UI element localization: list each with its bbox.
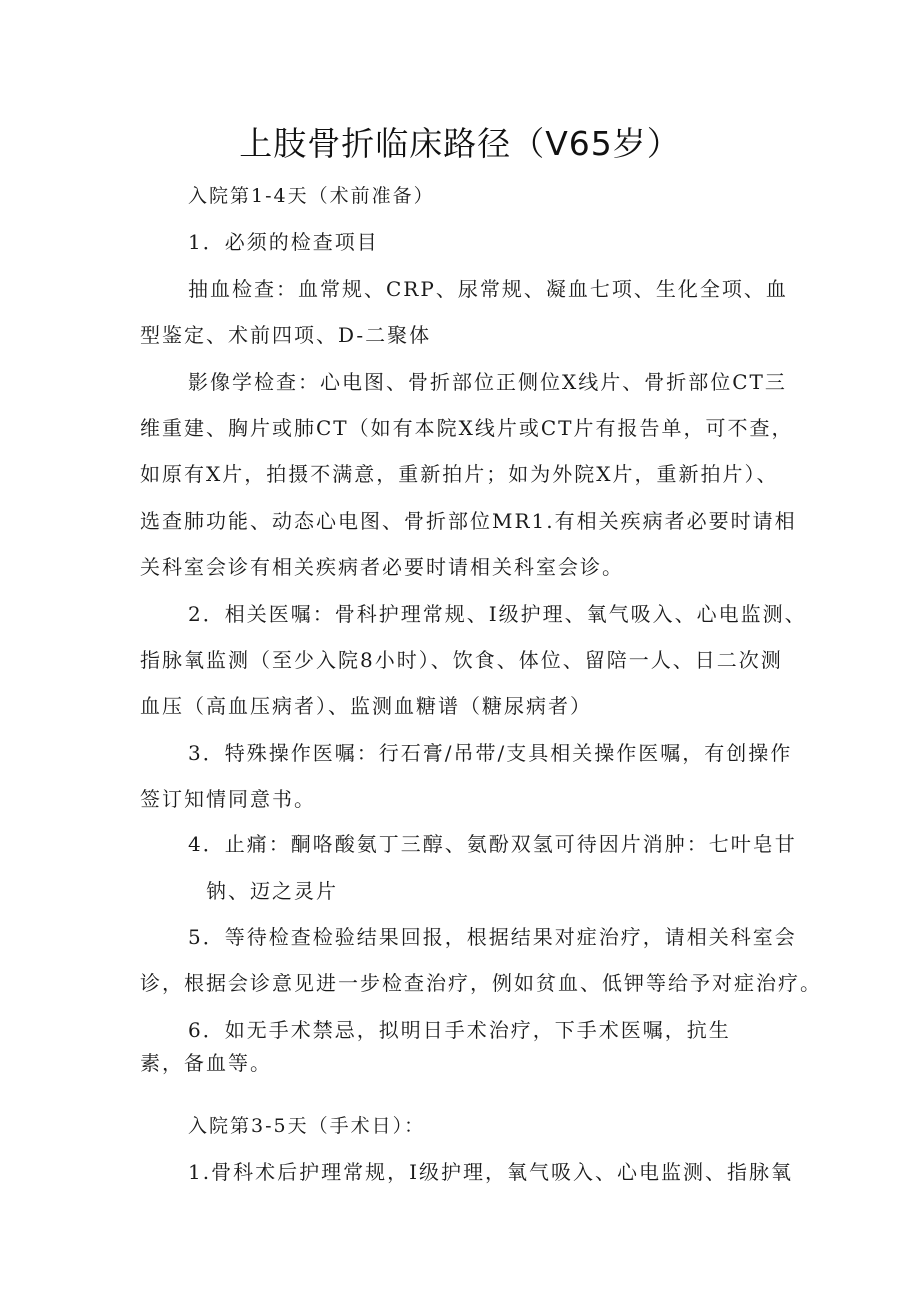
imaging-line-1: 影像学检查：心电图、骨折部位正侧位X线片、骨折部位CT三 [188,370,787,394]
section-heading-preop: 入院第1-4天（术前准备） [188,185,435,207]
item-2-line-1: 2．相关医嘱：骨科护理常规、I级护理、氧气吸入、心电监测、 [188,602,807,626]
item-5-line-2: 诊，根据会诊意见进一步检查治疗，例如贫血、低钾等给予对症治疗。 [140,971,822,995]
imaging-line-2: 维重建、胸片或肺CT（如有本院X线片或CT片有报告单，可不查， [140,416,794,440]
item-2-line-3: 血压（高血压病者）、监测血糖谱（糖尿病者） [140,694,592,718]
item-6-line-2: 素，备血等。 [140,1051,272,1075]
item-3-line-1: 3．特殊操作医嘱：行石膏/吊带/支具相关操作医嘱，有创操作 [188,741,793,765]
imaging-line-3: 如原有X片，拍摄不满意，重新拍片；如为外院X片，重新拍片）、 [140,462,779,486]
imaging-line-5: 关科室会诊有相关疾病者必要时请相关科室会诊。 [140,555,624,579]
item-6-line-1: 6．如无手术禁忌，拟明日手术治疗，下手术医嘱，抗生 [188,1018,731,1042]
item-3-line-2: 签订知情同意书。 [140,787,316,811]
section-heading-surgery-day: 入院第3-5天（手术日）： [188,1115,426,1137]
item-1-heading: 1．必须的检查项目 [188,230,379,254]
imaging-line-4: 选查肺功能、动态心电图、骨折部位MR1.有相关疾病者必要时请相 [140,509,797,533]
item-5-line-1: 5．等待检查检验结果回报，根据结果对症治疗，请相关科室会 [188,925,797,949]
item-4-line-2: 钠、迈之灵片 [206,879,338,903]
item-2-line-2: 指脉氧监测（至少入院8小时）、饮食、体位、留陪一人、日二次测 [140,648,783,672]
document-title: 上肢骨折临床路径（V65岁） [239,124,681,163]
item-4-line-1: 4．止痛：酮咯酸氨丁三醇、氨酚双氢可待因片消肿：七叶皂甘 [188,832,797,856]
blood-test-line-2: 型鉴定、术前四项、D-二聚体 [140,323,432,347]
surgery-item-1-line-1: 1.骨科术后护理常规，I级护理，氧气吸入、心电监测、指脉氧 [188,1160,793,1184]
blood-test-line-1: 抽血检查：血常规、CRP、尿常规、凝血七项、生化全项、血 [188,277,788,301]
